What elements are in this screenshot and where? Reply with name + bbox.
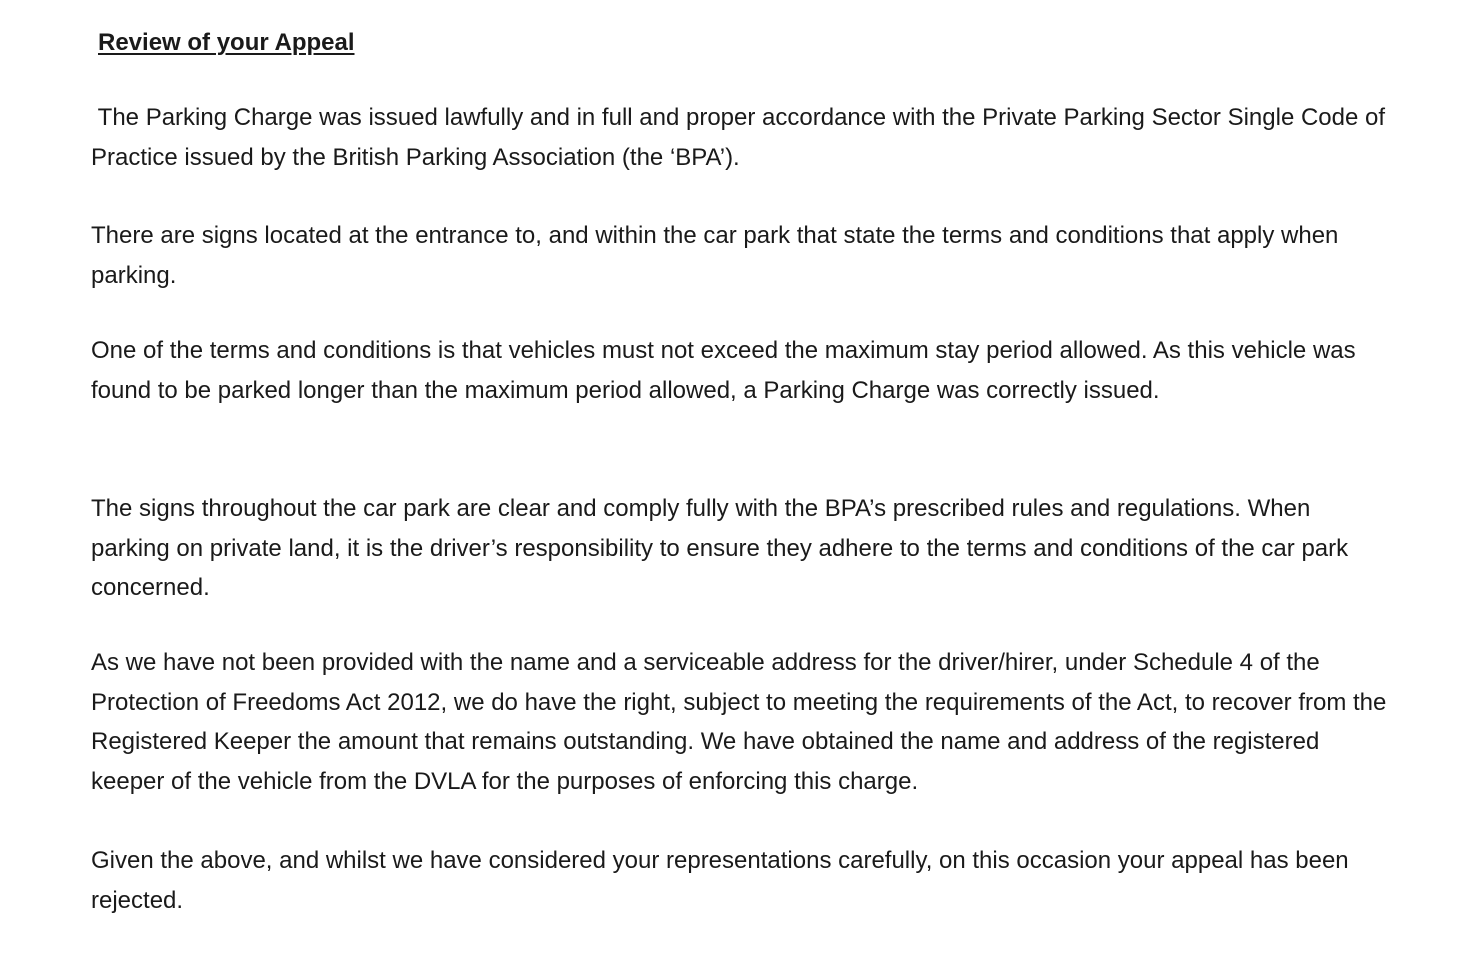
paragraph-max-stay: One of the terms and conditions is that vehicles must not exceed the maximum stay period allowed. As this vehicle was found to be parked longer than the maximum period allowed, a Parking Charge was correctly issued. — [91, 337, 1356, 404]
appeal-review-heading: Review of your Appeal — [98, 29, 355, 56]
paragraph-keeper-liability: As we have not been provided with the name and a serviceable address for the driver/hirer, under Schedule 4 of the Protection of Freedoms Act 2012, we do have the right, subject to meeting the requirements of the Act, to recover from the Registered Keeper the amount that remains outstanding. We have obtained the name and address of the registered keeper of the vehicle from the DVLA for the purposes of enforcing this charge. — [91, 649, 1387, 795]
paragraph-signs-compliance: The signs throughout the car park are clear and comply fully with the BPA’s prescribed rules and regulations. When parking on private land, it is the driver’s responsibility to ensure they adhere to the terms and conditions of the car park concerned. — [91, 495, 1349, 601]
paragraph-signs-location: There are signs located at the entrance to, and within the car park that state the terms and conditions that apply when parking. — [91, 222, 1339, 289]
paragraph-appeal-rejected: Given the above, and whilst we have considered your representations carefully, on this occasion your appeal has been rejected. — [91, 847, 1349, 914]
paragraph-issued-lawfully: The Parking Charge was issued lawfully and in full and proper accordance with the Private Parking Sector Single Code of Practice issued by the British Parking Association (the ‘BPA’). — [91, 104, 1392, 171]
